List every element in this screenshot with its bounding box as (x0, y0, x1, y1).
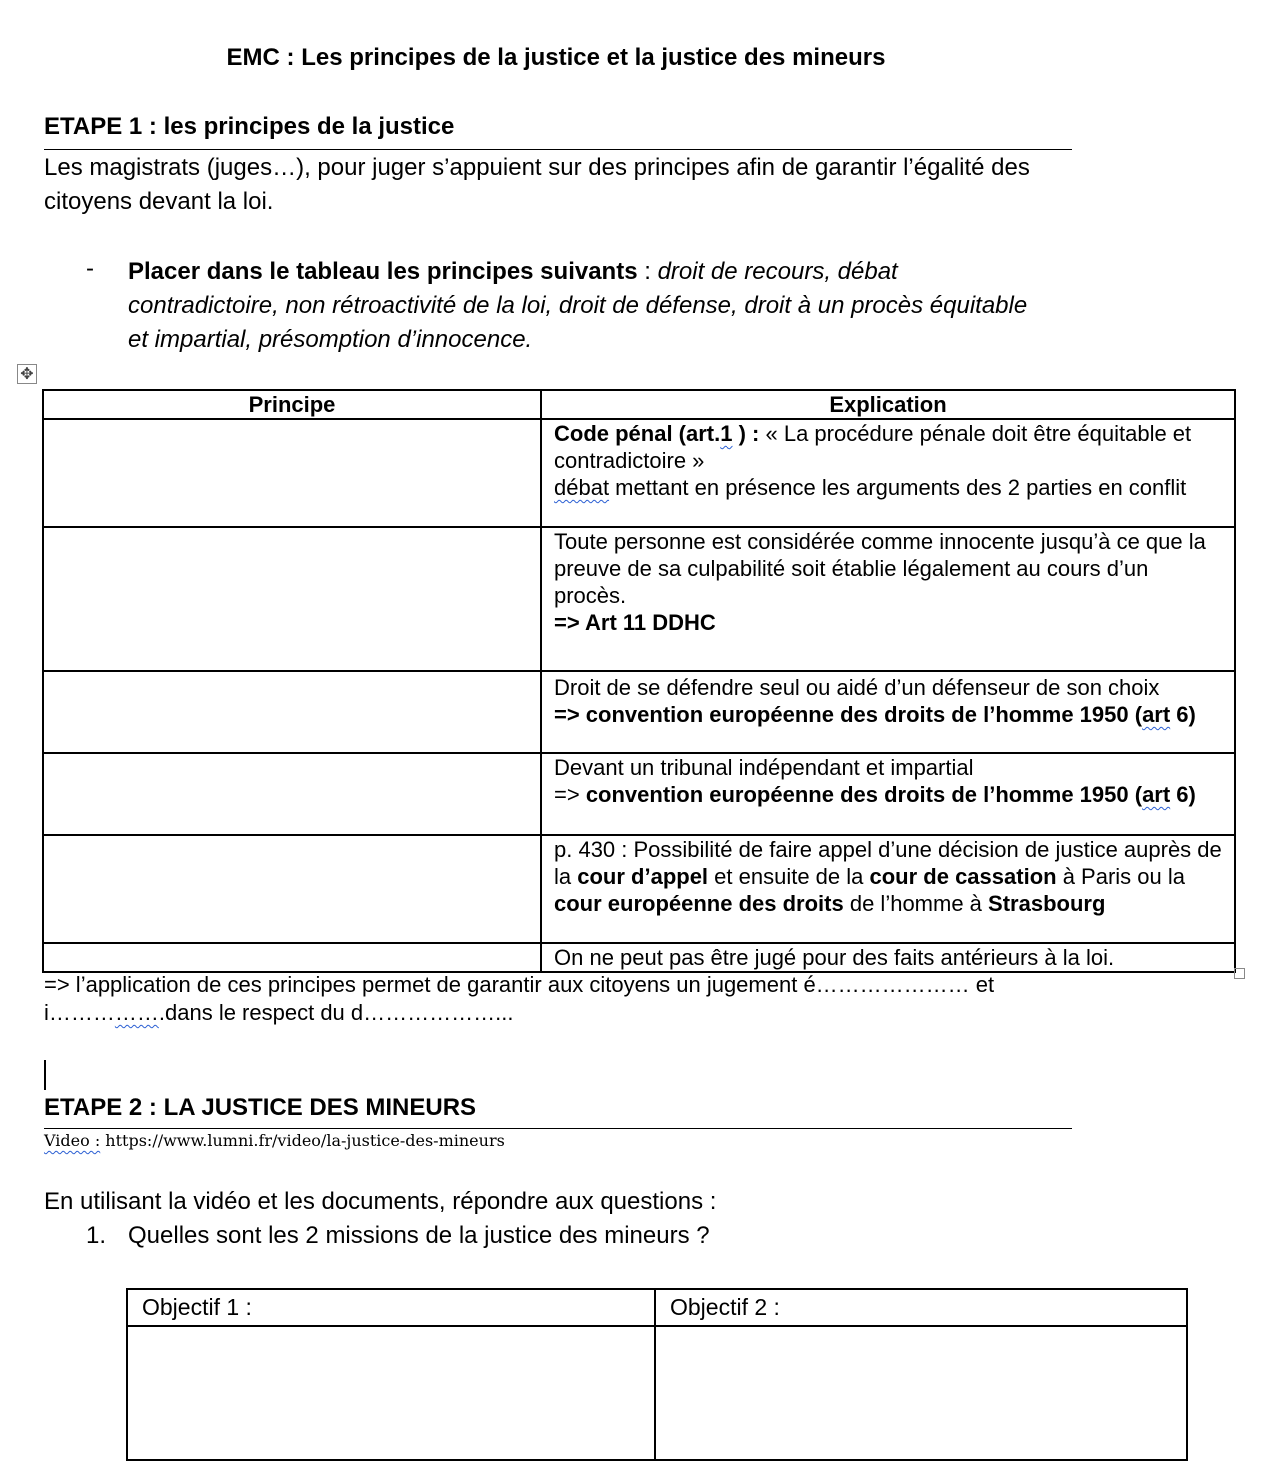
row1-bold: Code pénal (art. (554, 421, 721, 446)
conclusion-text (44, 971, 1104, 1027)
objectif-2-header: Objectif 2 : (655, 1289, 1187, 1326)
row3-bold: => convention européenne des droits de l’homme 1950 ( (554, 702, 1143, 727)
step1-heading: ETAPE 1 : les principes de la justice (44, 113, 455, 140)
principe-cell-6[interactable] (43, 943, 541, 972)
row5-b4: Strasbourg (988, 891, 1106, 916)
explication-cell-5[interactable] (541, 835, 1235, 943)
table-row (43, 943, 1235, 972)
objectives-answer-row (127, 1326, 1187, 1460)
step2-rule (44, 1128, 1072, 1129)
instruction-italic: droit de recours, débat contradictoire, non rétroactivité de la loi, droit de défense, droit à un procès équitable et impartial, présomption d’innocence. (128, 258, 1028, 353)
table-row (43, 419, 1235, 527)
row4-bold-word: art (1142, 782, 1171, 807)
row5-b2: cour de cassation (869, 864, 1057, 889)
objectif-2-answer[interactable] (655, 1326, 1187, 1460)
row3-bold-word: art (1142, 702, 1171, 727)
document-title: EMC : Les principes de la justice et la justice des mineurs (226, 44, 886, 71)
principles-table (42, 389, 1236, 973)
explication-cell-6[interactable]: On ne peut pas être jugé pour des faits antérieurs à la loi. (541, 943, 1235, 972)
objectif-1-answer[interactable] (127, 1326, 655, 1460)
row3-bold-end: 6) (1170, 702, 1196, 727)
explication-cell-4[interactable] (541, 753, 1235, 835)
table-resize-handle[interactable] (1234, 968, 1245, 979)
table-move-handle-icon[interactable]: ✥ (17, 364, 37, 384)
row5-t1: p. 430 : Possibilité de faire appel d’une décision de justice auprès de la (554, 837, 1222, 889)
text-cursor (44, 1060, 46, 1090)
step2-heading: ETAPE 2 : LA JUSTICE DES MINEURS (44, 1094, 477, 1121)
objectives-table (126, 1288, 1188, 1461)
instruction-sep: : (637, 258, 658, 285)
row1-rest: mettant en présence les arguments des 2 parties en conflit (609, 475, 1187, 500)
table-header-row (43, 390, 1235, 419)
principe-cell-5[interactable] (43, 835, 541, 943)
question-text: Quelles sont les 2 missions de la justice des mineurs ? (128, 1222, 710, 1249)
row1-quote: « La procédure pénale doit être équitable et contradictoire » (554, 421, 1192, 473)
table-row (43, 671, 1235, 753)
row5-t3: à Paris ou la (1056, 864, 1185, 889)
question-number: 1. (86, 1222, 107, 1249)
row2-bold: => Art 11 DDHC (554, 610, 716, 635)
row5-t2: et ensuite de la (708, 864, 870, 889)
bullet-dash: - (86, 255, 94, 282)
row2-text: Toute personne est considérée comme innocente jusqu’à ce que la preuve de sa culpabilité soit établie légalement au cours d’un procès. (554, 529, 1206, 608)
step2-instructions: En utilisant la vidéo et les documents, répondre aux questions : (44, 1188, 717, 1215)
row1-bold-end: ) : (732, 421, 760, 446)
row4-arrow: => (554, 782, 586, 807)
principe-cell-2[interactable] (43, 527, 541, 671)
step1-intro: Les magistrats (juges…), pour juger s’appuient sur des principes afin de garantir l’égalité des citoyens devant la loi. (44, 154, 1030, 215)
conclusion-line2b: …… (114, 1000, 159, 1025)
header-explication: Explication (541, 390, 1235, 419)
row4-bold: convention européenne des droits de l’homme 1950 ( (585, 782, 1143, 807)
video-link[interactable] (44, 1131, 505, 1150)
conclusion-line2c: .dans le respect du d………………... (158, 1000, 514, 1025)
explication-cell-2[interactable] (541, 527, 1235, 671)
row1-bold-num: 1 (720, 421, 733, 446)
table-row (43, 835, 1235, 943)
row5-b1: cour d’appel (577, 864, 709, 889)
principe-cell-4[interactable] (43, 753, 541, 835)
row5-t4: de l’homme à (843, 891, 989, 916)
principe-cell-1[interactable] (43, 419, 541, 527)
row4-text: Devant un tribunal indépendant et impartial (554, 755, 974, 780)
step1-rule (44, 149, 1072, 150)
row4-bold-end: 6) (1170, 782, 1196, 807)
step1-instruction (128, 255, 1028, 357)
row1-word: débat (554, 475, 610, 500)
header-principe: Principe (43, 390, 541, 419)
explication-cell-3[interactable] (541, 671, 1235, 753)
conclusion-line2a: i……… (44, 1000, 115, 1025)
row3-text: Droit de se défendre seul ou aidé d’un défenseur de son choix (554, 675, 1160, 700)
conclusion-line1: => l’application de ces principes permet de garantir aux citoyens un jugement é………………… et (44, 972, 995, 997)
row5-b3: cour européenne des droits (554, 891, 844, 916)
principe-cell-3[interactable] (43, 671, 541, 753)
objectif-1-header: Objectif 1 : (127, 1289, 655, 1326)
explication-cell-1[interactable] (541, 419, 1235, 527)
instruction-bold: Placer dans le tableau les principes suivants (128, 258, 638, 285)
video-label: Video : (44, 1131, 101, 1150)
video-url[interactable]: https://www.lumni.fr/video/la-justice-des-mineurs (100, 1131, 505, 1150)
objectives-header-row (127, 1289, 1187, 1326)
table-row (43, 527, 1235, 671)
table-row (43, 753, 1235, 835)
